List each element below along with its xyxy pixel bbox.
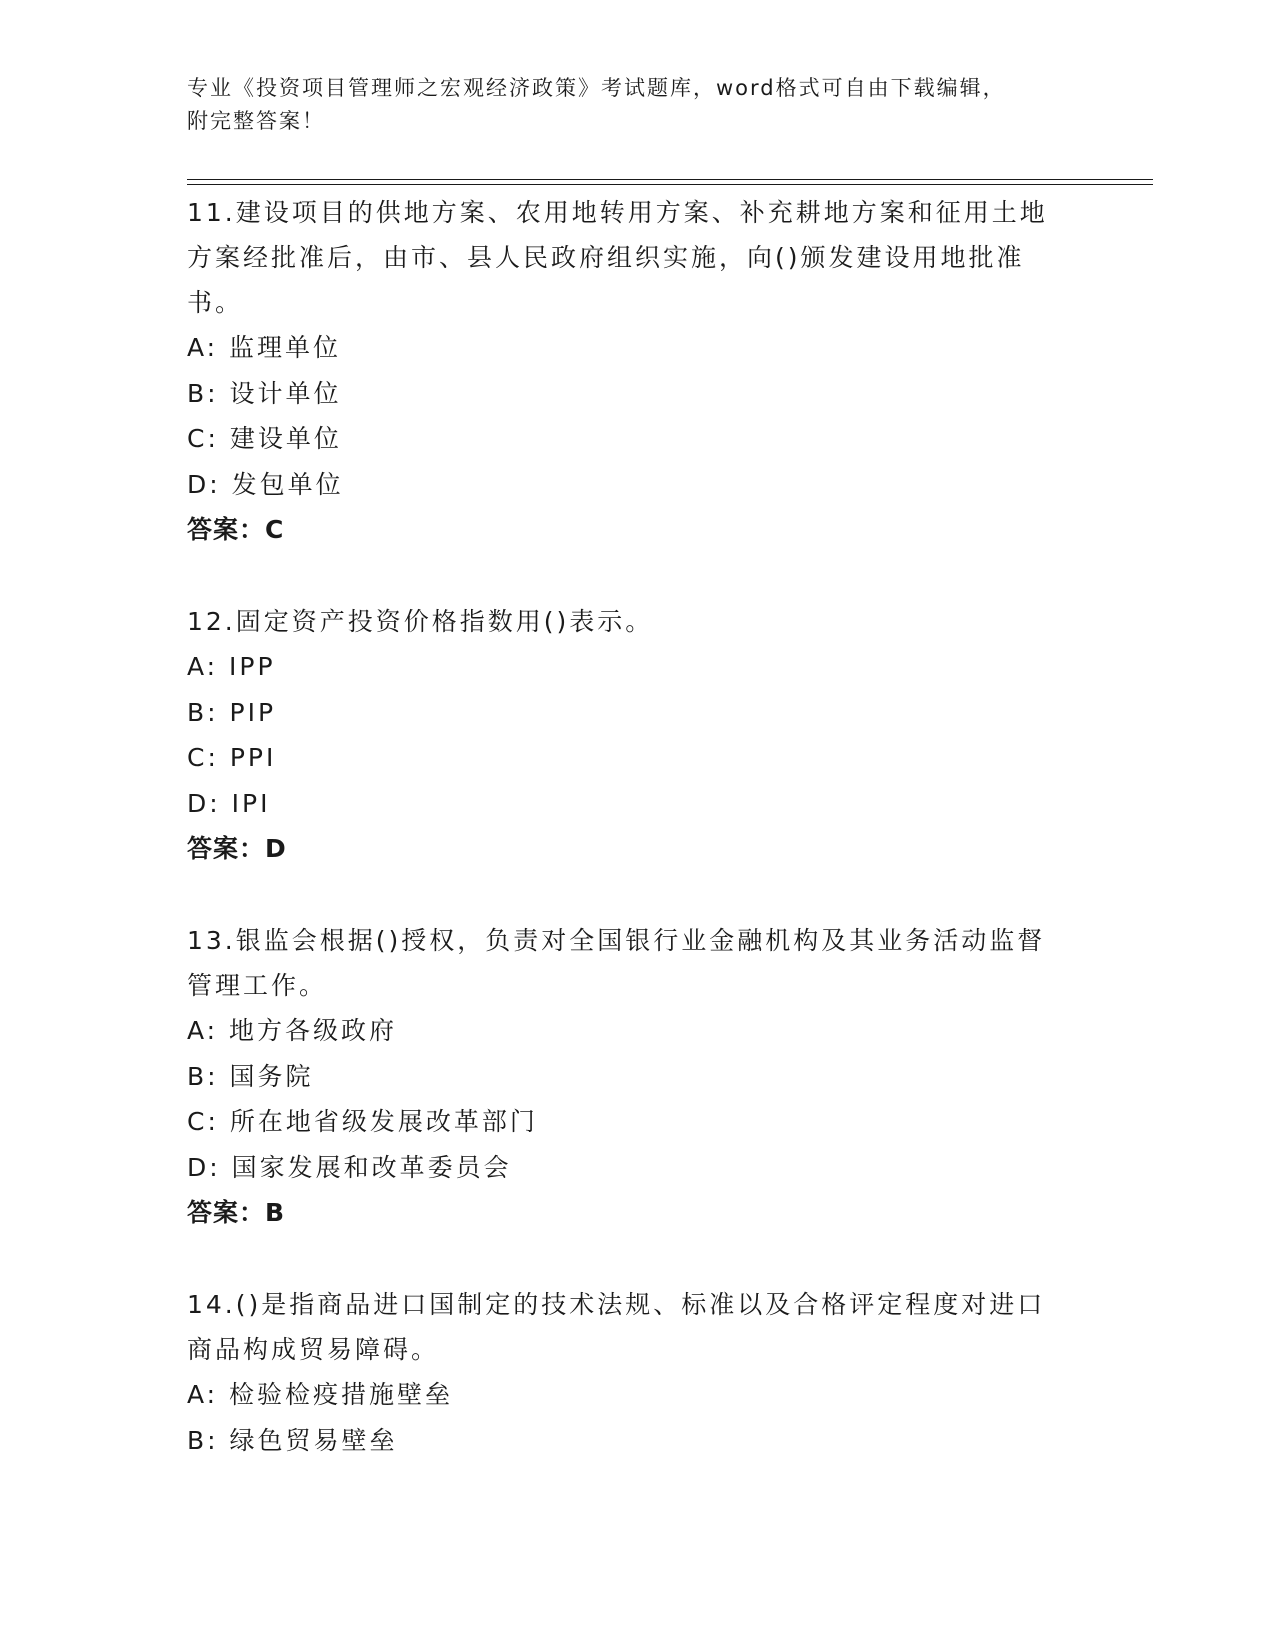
question-text-line: 11.建设项目的供地方案、农用地转用方案、补充耕地方案和征用土地	[187, 198, 1048, 227]
question-text-line: 14.()是指商品进口国制定的技术法规、标准以及合格评定程度对进口	[187, 1290, 1046, 1319]
option-a: A: IPP	[187, 652, 276, 681]
option-b: B: 绿色贸易壁垒	[187, 1425, 398, 1455]
question-12	[187, 599, 1087, 872]
question-text-line: 书。	[187, 288, 244, 317]
option-a: A: 监理单位	[187, 333, 342, 362]
question-text-line: 方案经批准后，由市、县人民政府组织实施，向()颁发建设用地批准	[187, 243, 1025, 272]
option-a: A: 地方各级政府	[187, 1016, 398, 1045]
option-b: B: 国务院	[187, 1061, 314, 1091]
option-c: C: PPI	[187, 743, 277, 772]
option-d: D: 发包单位	[187, 469, 344, 499]
option-b: B: 设计单位	[187, 378, 342, 408]
header-line-1: 专业《投资项目管理师之宏观经济政策》考试题库，word格式可自由下载编辑，	[187, 76, 1006, 100]
answer-label: 答案：B	[187, 1198, 286, 1227]
option-b: B: PIP	[187, 697, 277, 727]
question-text-line: 12.固定资产投资价格指数用()表示。	[187, 607, 654, 636]
question-text-line: 管理工作。	[187, 971, 328, 1000]
question-13	[187, 918, 1087, 1236]
header-line-2: 附完整答案！	[187, 109, 325, 133]
option-d: D: IPI	[187, 788, 271, 818]
option-c: C: 所在地省级发展改革部门	[187, 1107, 538, 1136]
question-text-line: 商品构成贸易障碍。	[187, 1335, 440, 1364]
question-text-line: 13.银监会根据()授权，负责对全国银行业金融机构及其业务活动监督	[187, 926, 1046, 955]
option-d: D: 国家发展和改革委员会	[187, 1152, 512, 1182]
document-header	[187, 72, 1087, 138]
option-a: A: 检验检疫措施壁垒	[187, 1380, 454, 1409]
answer-label: 答案：C	[187, 515, 285, 544]
option-c: C: 建设单位	[187, 424, 342, 453]
answer-label: 答案：D	[187, 834, 287, 863]
header-divider-top	[187, 179, 1153, 180]
question-list	[187, 190, 1087, 1463]
question-11	[187, 190, 1087, 553]
header-divider-bottom	[187, 184, 1153, 185]
question-14	[187, 1282, 1087, 1463]
